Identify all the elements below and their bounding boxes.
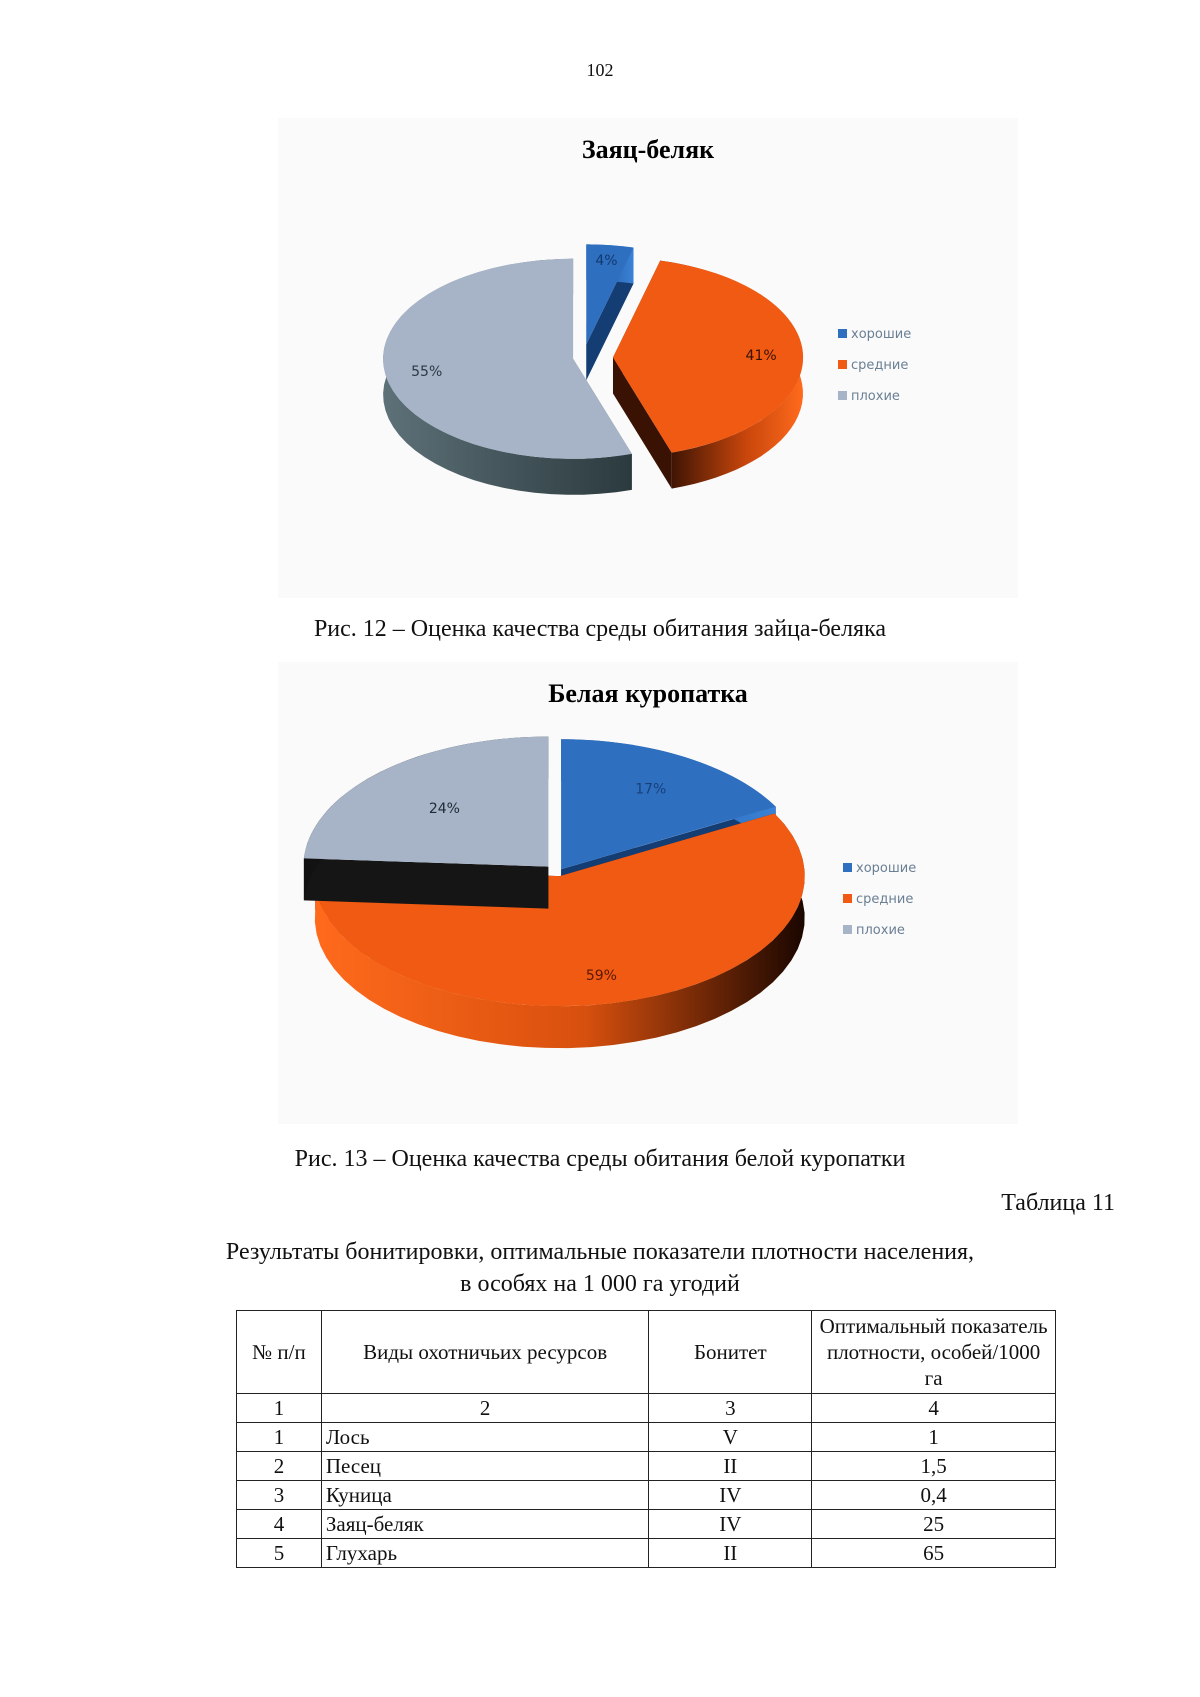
table-cell: Песец [321,1452,649,1481]
table-cell: IV [649,1481,812,1510]
legend-label: плохие [856,923,905,938]
hare-chart [278,118,1018,598]
table-cell: 3 [649,1394,812,1423]
chart-title: Белая куропатка [548,679,748,708]
ptarmigan-chart [278,662,1018,1124]
pie-slice-средние [613,261,803,489]
legend-label: средние [856,892,914,907]
table-cell: Заяц-беляк [321,1510,649,1539]
data-label: 4% [595,253,618,270]
legend-label: плохие [851,389,900,404]
legend-swatch [838,329,847,338]
legend-item [843,861,916,876]
table-number: Таблица 11 [1001,1190,1115,1216]
header-number: № п/п [237,1311,322,1394]
pie-slice-top [304,737,549,867]
table-cell: IV [649,1510,812,1539]
figure-caption-13: Рис. 13 – Оценка качества среды обитания белой куропатки [294,1146,906,1172]
bonitet-table [236,1310,1056,1568]
chart-title: Заяц-беляк [581,135,715,164]
table-cell: Глухарь [321,1539,649,1568]
legend-label: хорошие [856,861,917,876]
table-cell: 4 [812,1394,1056,1423]
table-row [237,1423,1056,1452]
table-cell: 3 [237,1481,322,1510]
data-label: 24% [428,800,460,817]
legend-item [838,327,911,342]
table-title-line-2: в особях на 1 000 га угодий [460,1271,740,1297]
table-title-line-1: Результаты бонитировки, оптимальные показатели плотности населения, [225,1239,975,1265]
legend-label: средние [851,358,909,373]
page-number: 102 [586,60,614,80]
table-cell: 2 [321,1394,649,1423]
table-cell: 4 [237,1510,322,1539]
hare-pie-chart [278,118,1018,598]
legend-swatch [838,391,847,400]
table-row [237,1481,1056,1510]
legend-item [838,389,900,404]
legend-label: хорошие [851,327,912,342]
table-cell: 1 [237,1394,322,1423]
pie-slice-плохие [304,737,549,909]
legend-swatch [838,360,847,369]
legend-swatch [843,925,852,934]
table-cell: 5 [237,1539,322,1568]
table-cell: 1 [237,1423,322,1452]
figure-caption-12: Рис. 12 – Оценка качества среды обитания зайца-беляка [313,616,887,642]
table-cell: II [649,1452,812,1481]
header-density: Оптимальный показатель плотности, особей/1000 га [812,1311,1056,1394]
table-cell: 65 [812,1539,1056,1568]
table-row [237,1539,1056,1568]
legend-item [843,923,905,938]
legend-swatch [843,894,852,903]
table-row [237,1510,1056,1539]
data-label: 41% [745,348,777,365]
table-cell: Лось [321,1423,649,1452]
table-cell: II [649,1539,812,1568]
table-header-row [237,1311,1056,1394]
header-bonitet: Бонитет [649,1311,812,1394]
table-row [237,1452,1056,1481]
table-title [0,1236,1200,1300]
table-cell: 1,5 [812,1452,1056,1481]
header-species: Виды охотничьих ресурсов [321,1311,649,1394]
legend-item [838,358,908,373]
table-cell: V [649,1423,812,1452]
ptarmigan-pie-chart [278,662,1018,1124]
data-label: 59% [585,968,617,985]
table-numbering-row [237,1394,1056,1423]
table-cell: 0,4 [812,1481,1056,1510]
data-label: 17% [635,781,667,798]
legend-swatch [843,863,852,872]
data-label: 55% [411,364,443,380]
table-cell: 2 [237,1452,322,1481]
table-cell: Куница [321,1481,649,1510]
table-cell: 1 [812,1423,1056,1452]
table-cell: 25 [812,1510,1056,1539]
legend-item [843,892,913,907]
